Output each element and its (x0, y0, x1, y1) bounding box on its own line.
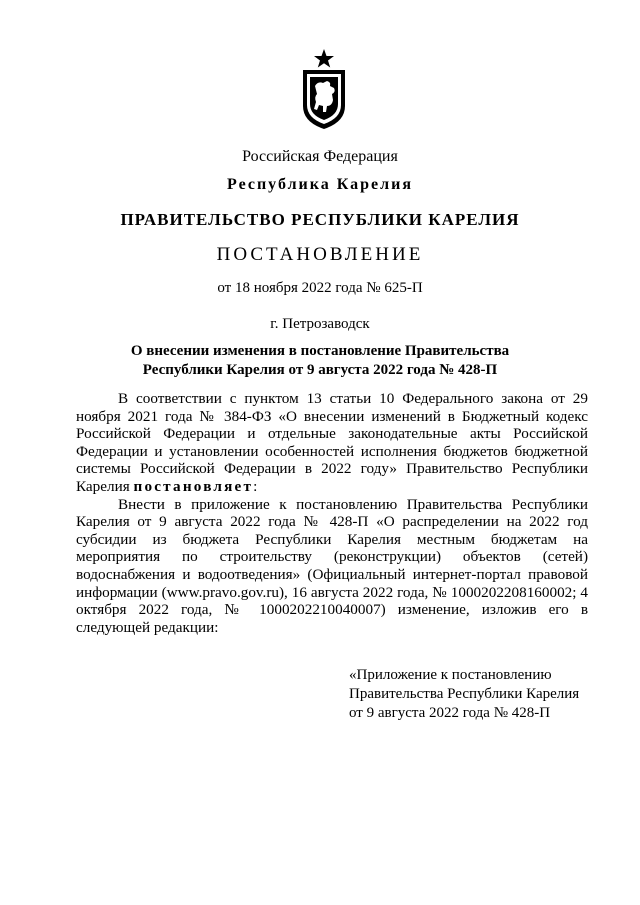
subject-line: Республики Карелия от 9 августа 2022 года № 428-П (142, 362, 498, 378)
preamble-text: В соответствии с пунктом 13 статьи 10 Федерального закона от 29 ноября 2021 года № 384-ФЗ «О внесении изменений в Бюджетный кодекс Российской Федерации и отдельные законодательные акты Российской Федерации и установлении особенностей исполнения бюджетов бюджетной системы Российской Федерации в 2022 году» Правительство Республики Карелия (76, 390, 588, 495)
republic-name: Республика Карелия (227, 176, 413, 193)
subject-line: О внесении изменения в постановление Правительства (130, 343, 510, 359)
document-body (76, 390, 588, 636)
appendix-line: «Приложение к постановлению (349, 667, 552, 683)
body-paragraph (76, 390, 588, 496)
appendix-line: от 9 августа 2022 года № 428-П (349, 705, 551, 721)
resolves-colon: : (253, 477, 258, 495)
document-date-number: от 18 ноября 2022 года № 625-П (217, 280, 423, 296)
appendix-heading (349, 666, 579, 723)
document-type: ПОСТАНОВЛЕНИЕ (216, 244, 424, 265)
appendix-line: Правительства Республики Карелия (349, 686, 580, 702)
country-name: Российская Федерация (242, 148, 398, 165)
document-subject (0, 342, 640, 380)
government-name: ПРАВИТЕЛЬСТВО РЕСПУБЛИКИ КАРЕЛИЯ (120, 210, 520, 229)
resolves-word: постановляет (133, 477, 254, 495)
karelia-coat-of-arms-icon (296, 48, 352, 130)
body-paragraph: Внести в приложение к постановлению Правительства Республики Карелия от 9 августа 2022 года № 428-П «О распределении на 2022 год субсидии из бюджета Республики Карелия местным бюджетам на мероприятия по строительству (реконструкции) объектов (сетей) водоснабжения и водоотведения» (Официальный интернет-портал правовой информации (www.pravo.gov.ru), 16 августа 2022 года, № 1000202208160002; 4 октября 2022 года, № 1000202210040007) изменение, изложив его в следующей редакции: (76, 495, 588, 636)
document-city: г. Петрозаводск (270, 316, 370, 332)
